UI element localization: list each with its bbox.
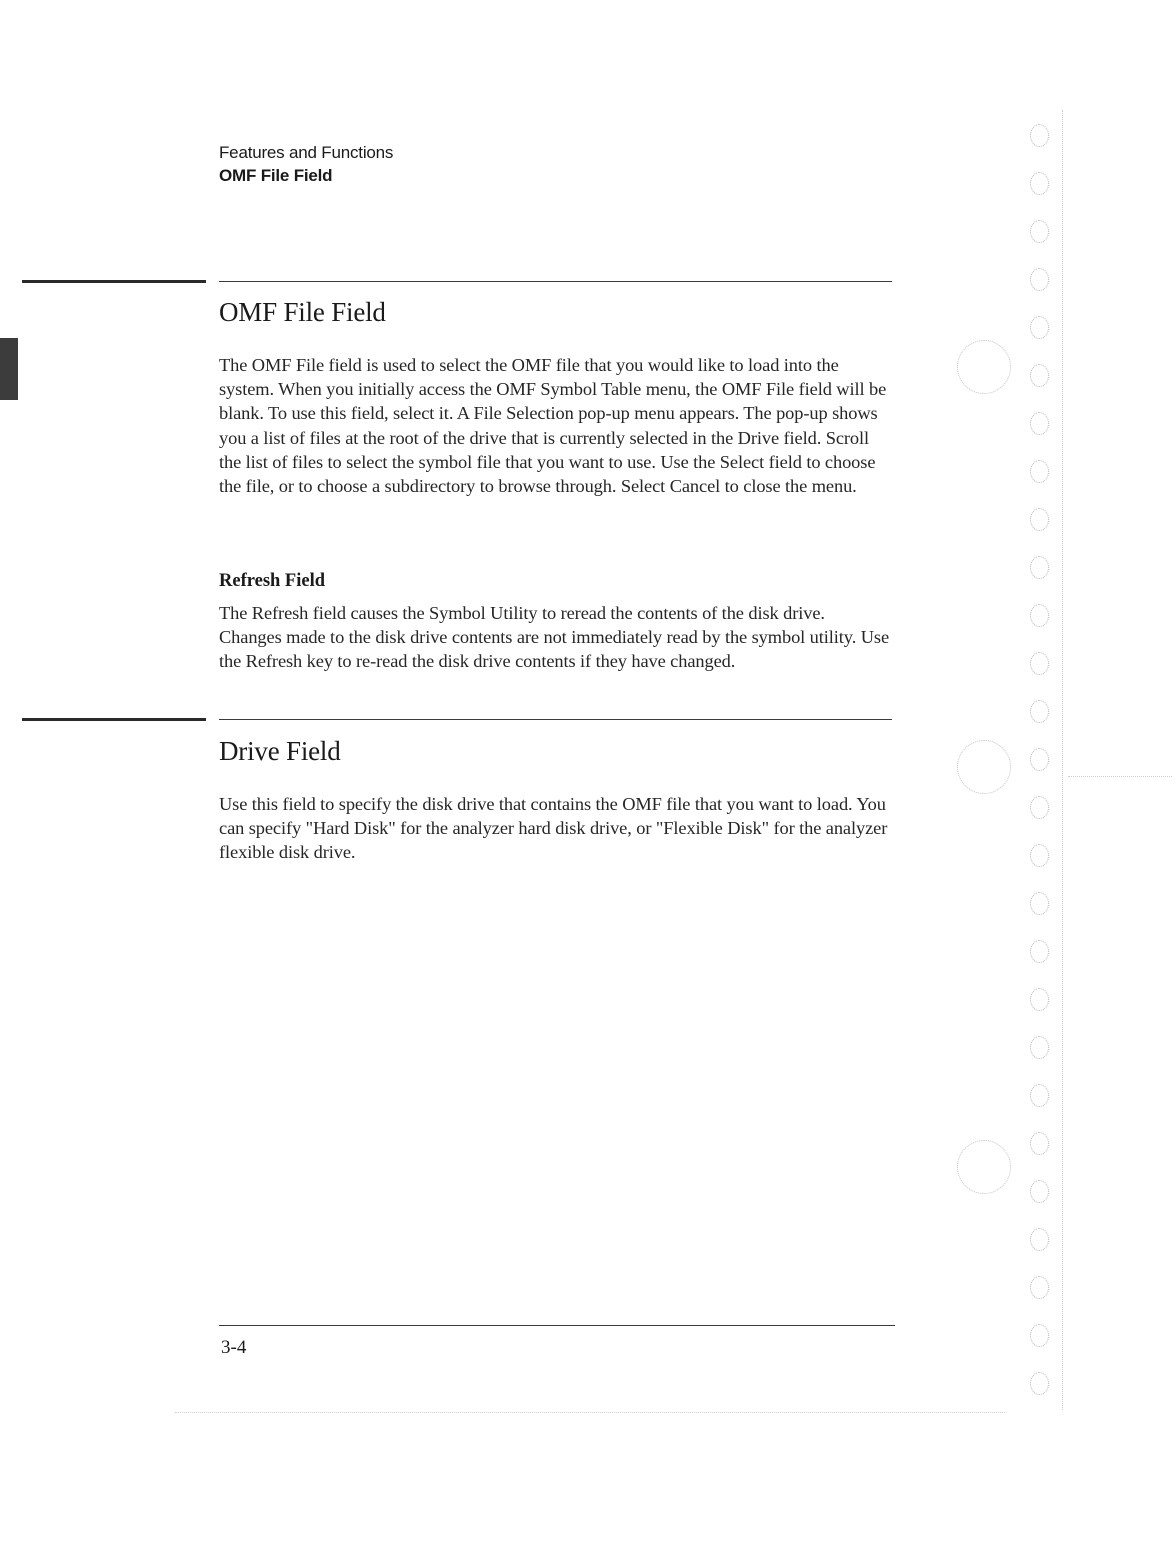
binder-hole [1030, 364, 1049, 387]
footer-rule [219, 1325, 895, 1326]
section-divider-thick [22, 718, 206, 721]
section-divider [219, 719, 892, 720]
binder-hole [1030, 1036, 1049, 1059]
binder-ring-hole [957, 340, 1011, 394]
binder-hole [1030, 124, 1049, 147]
binder-hole [1030, 1084, 1049, 1107]
binder-hole [1030, 508, 1049, 531]
binder-hole [1030, 940, 1049, 963]
section-heading-drive-field: Drive Field [219, 736, 341, 766]
section-divider [219, 281, 892, 282]
binder-hole [1030, 1180, 1049, 1203]
binder-hole [1030, 460, 1049, 483]
binder-hole [1030, 268, 1049, 291]
drive-field-body: Use this field to specify the disk drive that contains the OMF file that you want to load. You can specify "Hard Disk" for the analyzer hard disk drive, or "Flexible Disk" for the analyzer flexible disk drive. [219, 794, 888, 863]
chapter-title: Features and Functions [219, 143, 394, 162]
section-divider-thick [22, 280, 206, 283]
binder-hole [1030, 316, 1049, 339]
binder-ring-hole [957, 740, 1011, 794]
section-heading-omf-file-field: OMF File Field [219, 297, 386, 327]
binder-hole [1030, 1228, 1049, 1251]
binder-hole [1030, 172, 1049, 195]
chapter-thumb-tab [0, 338, 18, 400]
page-number: 3-4 [221, 1337, 247, 1358]
binder-hole [1030, 1132, 1049, 1155]
binder-hole [1030, 556, 1049, 579]
binder-edge [1062, 110, 1063, 1410]
binder-hole [1030, 604, 1049, 627]
binder-hole [1030, 700, 1049, 723]
binder-hole [1030, 844, 1049, 867]
binder-ring-hole [957, 1140, 1011, 1194]
binder-hole [1030, 1324, 1049, 1347]
section-title: OMF File Field [219, 166, 333, 185]
omf-file-field-body: The OMF File field is used to select the OMF file that you would like to load into the system. When you initially access the OMF Symbol Table menu, the OMF File field will be blank. To use this field, select it. A File Selection pop-up menu appears. The pop-up shows you a list of files at the root of the drive that is currently selected in the Drive field. Scroll the list of files to select the symbol file that you want to use. Use the Select field to choose the file, or to choose a subdirectory to browse through. Select Cancel to close the menu. [219, 355, 887, 497]
binder-hole [1030, 412, 1049, 435]
binder-hole [1030, 220, 1049, 243]
scan-edge-line [1068, 776, 1172, 777]
scan-edge-line [175, 1412, 1005, 1413]
refresh-field-body: The Refresh field causes the Symbol Utility to reread the contents of the disk drive. Changes made to the disk drive contents are not immediately read by the symbol utility. Use the Refresh key to re-read the disk drive contents if they have changed. [219, 603, 890, 672]
binder-hole [1030, 748, 1049, 771]
binder-hole [1030, 988, 1049, 1011]
subsection-heading-refresh-field: Refresh Field [219, 571, 326, 591]
binder-hole [1030, 796, 1049, 819]
running-head [219, 141, 393, 187]
binder-hole [1030, 1372, 1049, 1395]
binder-hole [1030, 652, 1049, 675]
binder-hole [1030, 892, 1049, 915]
binder-hole [1030, 1276, 1049, 1299]
